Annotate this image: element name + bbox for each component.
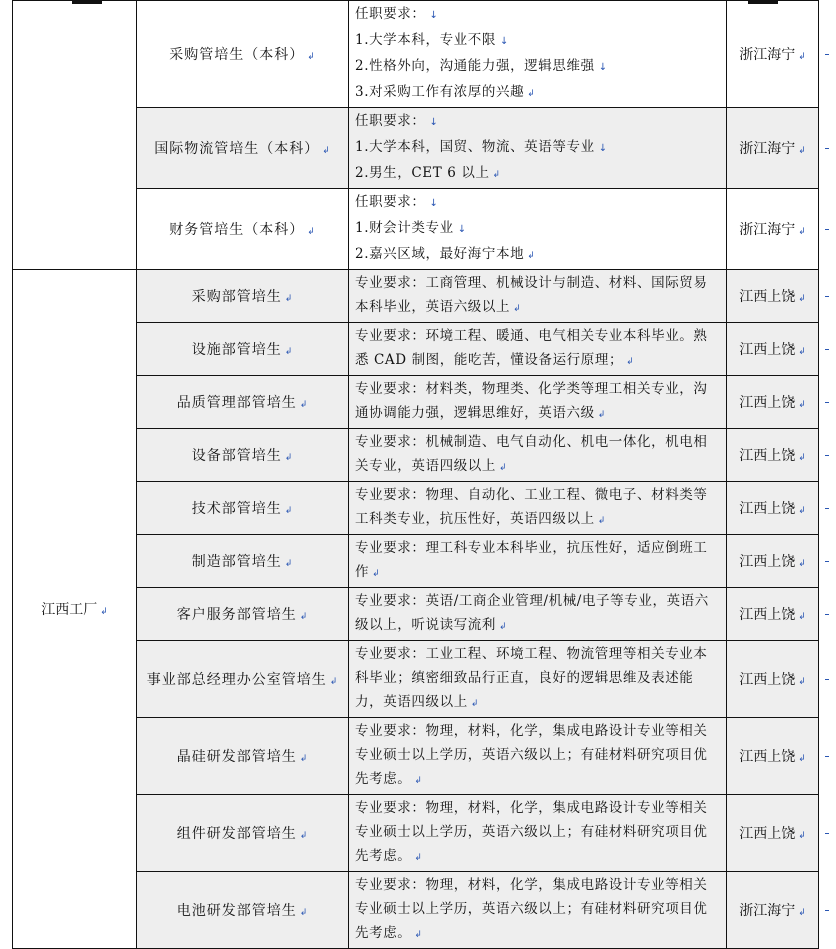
location-name: 江西上饶 <box>739 342 796 358</box>
location-name: 浙江海宁 <box>739 903 796 919</box>
paragraph-mark-icon: ↲ <box>798 227 806 237</box>
location-cell <box>727 108 819 189</box>
paragraph-mark-icon: ↲ <box>299 754 309 764</box>
position-name: 采购部管培生 <box>191 289 282 305</box>
requirement-text: 专业要求：理工科专业本科毕业，抗压性好，适应倒班工作 <box>355 540 708 580</box>
requirement-text: 专业要求：英语/工商企业管理/机械/电子等专业，英语六级以上，听说读写流利 <box>355 593 709 633</box>
requirements-cell <box>349 641 727 718</box>
position-cell <box>137 429 349 482</box>
position-name: 电池研发部管培生 <box>176 903 297 919</box>
location-name: 江西上饶 <box>739 448 796 464</box>
position-cell <box>137 189 349 270</box>
row-end-mark-icon <box>825 148 829 149</box>
location-name: 江西上饶 <box>739 501 796 517</box>
requirement-text: 3.对采购工作有浓厚的兴趣 <box>355 84 525 100</box>
requirement-text: 任职要求： <box>355 113 426 129</box>
line-break-arrow-icon: ↓ <box>429 198 439 209</box>
row-end-mark-icon <box>825 561 829 562</box>
requirements-cell <box>349 588 727 641</box>
paragraph-mark-icon: ↲ <box>284 347 294 357</box>
location-name: 江西上饶 <box>739 672 796 688</box>
requirement-line <box>355 2 720 28</box>
location-cell <box>727 641 819 718</box>
paragraph-mark-icon: ↲ <box>499 463 508 473</box>
paragraph-mark-icon: ↲ <box>527 251 536 261</box>
paragraph-mark-icon: ↲ <box>798 506 806 516</box>
paragraph-mark-icon: ↲ <box>798 754 806 764</box>
position-cell <box>137 482 349 535</box>
paragraph-mark-icon: ↲ <box>299 612 309 622</box>
requirements-cell <box>349 718 727 795</box>
paragraph-mark-icon: ↲ <box>527 89 536 99</box>
position-name: 财务管培生（本科） <box>169 222 305 238</box>
row-end-mark-icon <box>825 833 829 834</box>
row-end-mark-icon <box>825 296 829 297</box>
requirement-text: 专业要求：物理，材料，化学，集成电路设计专业等相关专业硕士以上学历，英语六级以上；有硅材料研究项目优先考虑。 <box>355 800 708 864</box>
requirement-text: 专业要求：工业工程、环境工程、物流管理等相关专业本科毕业；缜密细致品行正直，良好的逻辑思维及表述能力，英语四级以上 <box>355 646 708 710</box>
location-cell <box>727 718 819 795</box>
position-cell <box>137 376 349 429</box>
table-edge-cell <box>819 270 829 323</box>
paragraph-mark-icon: ↲ <box>626 357 635 367</box>
factory-name: 江西工厂 <box>41 602 98 618</box>
paragraph-mark-icon: ↲ <box>492 170 501 180</box>
location-name: 浙江海宁 <box>739 47 796 63</box>
table-edge-cell <box>819 872 829 949</box>
row-end-mark-icon <box>825 679 829 680</box>
job-table-body <box>13 1 829 949</box>
row-end-mark-icon <box>825 910 829 911</box>
location-name: 江西上饶 <box>739 289 796 305</box>
paragraph-mark-icon: ↲ <box>798 294 806 304</box>
requirement-line <box>355 109 720 135</box>
requirement-line <box>355 80 720 106</box>
paragraph-mark-icon: ↲ <box>470 699 479 709</box>
paragraph-mark-icon: ↲ <box>284 559 294 569</box>
requirement-text: 专业要求：物理，材料，化学，集成电路设计专业等相关专业硕士以上学历，英语六级以上；有硅材料研究项目优先考虑。 <box>355 877 708 941</box>
requirements-cell <box>349 108 727 189</box>
requirement-text: 2.嘉兴区域，最好海宁本地 <box>355 246 525 262</box>
location-name: 浙江海宁 <box>739 222 796 238</box>
row-end-mark-icon <box>825 349 829 350</box>
paragraph-mark-icon: ↲ <box>414 930 423 940</box>
location-name: 江西上饶 <box>739 554 796 570</box>
requirement-text: 2.男生，CET 6 以上 <box>355 165 490 181</box>
requirement-line <box>355 161 720 187</box>
table-edge-cell <box>819 189 829 270</box>
line-break-arrow-icon: ↓ <box>499 36 509 47</box>
job-table <box>12 0 829 949</box>
paragraph-mark-icon: ↲ <box>284 294 294 304</box>
position-cell <box>137 588 349 641</box>
requirement-line <box>355 216 720 242</box>
position-cell <box>137 641 349 718</box>
location-cell <box>727 1 819 108</box>
position-name: 组件研发部管培生 <box>176 826 297 842</box>
factory-cell <box>13 1 137 270</box>
table-edge-cell <box>819 1 829 108</box>
location-name: 江西上饶 <box>739 826 796 842</box>
paragraph-mark-icon: ↲ <box>307 227 316 237</box>
table-edge-cell <box>819 535 829 588</box>
position-name: 国际物流管培生（本科） <box>154 141 320 157</box>
position-cell <box>137 108 349 189</box>
paragraph-mark-icon: ↲ <box>798 146 806 156</box>
position-name: 晶硅研发部管培生 <box>176 749 297 765</box>
position-cell <box>137 535 349 588</box>
location-name: 江西上饶 <box>739 607 796 623</box>
paragraph-mark-icon: ↲ <box>597 410 606 420</box>
requirements-cell <box>349 376 727 429</box>
requirement-line <box>355 242 720 268</box>
paragraph-mark-icon: ↲ <box>284 453 294 463</box>
location-cell <box>727 323 819 376</box>
table-edge-cell <box>819 641 829 718</box>
row-end-mark-icon <box>825 455 829 456</box>
position-name: 技术部管培生 <box>191 501 282 517</box>
requirements-cell <box>349 189 727 270</box>
table-edge-cell <box>819 795 829 872</box>
paragraph-mark-icon: ↲ <box>284 506 294 516</box>
requirements-cell <box>349 429 727 482</box>
location-name: 浙江海宁 <box>739 141 796 157</box>
position-name: 事业部总经理办公室管培生 <box>146 672 327 688</box>
position-name: 品质管理部管培生 <box>176 395 297 411</box>
table-edge-cell <box>819 429 829 482</box>
table-edge-cell <box>819 482 829 535</box>
requirement-text: 1.大学本科，专业不限 <box>355 32 496 48</box>
requirements-cell <box>349 1 727 108</box>
paragraph-mark-icon: ↲ <box>597 516 606 526</box>
requirement-text: 任职要求： <box>355 6 426 22</box>
requirement-text: 1.大学本科，国贸、物流、英语等专业 <box>355 139 595 155</box>
table-row <box>13 270 829 323</box>
location-name: 江西上饶 <box>739 395 796 411</box>
paragraph-mark-icon: ↲ <box>798 559 806 569</box>
paragraph-mark-icon: ↲ <box>372 569 381 579</box>
row-end-mark-icon <box>825 508 829 509</box>
paragraph-mark-icon: ↲ <box>322 146 331 156</box>
row-end-mark-icon <box>825 756 829 757</box>
paragraph-mark-icon: ↲ <box>798 52 806 62</box>
requirement-line <box>355 28 720 54</box>
line-break-arrow-icon: ↓ <box>598 143 608 154</box>
position-name: 采购管培生（本科） <box>169 47 305 63</box>
table-edge-cell <box>819 108 829 189</box>
position-cell <box>137 1 349 108</box>
position-name: 客户服务部管培生 <box>176 607 297 623</box>
table-edge-cell <box>819 376 829 429</box>
line-break-arrow-icon: ↓ <box>429 10 439 21</box>
position-name: 设施部管培生 <box>191 342 282 358</box>
line-break-arrow-icon: ↓ <box>457 224 467 235</box>
paragraph-mark-icon: ↲ <box>798 612 806 622</box>
row-end-mark-icon <box>825 614 829 615</box>
location-cell <box>727 429 819 482</box>
requirement-text: 任职要求： <box>355 194 426 210</box>
requirement-text: 专业要求：环境工程、暖通、电气相关专业本科毕业。熟悉 CAD 制图，能吃苦，懂设备运行原理； <box>355 328 708 368</box>
position-cell <box>137 323 349 376</box>
table-row <box>13 1 829 108</box>
paragraph-mark-icon: ↲ <box>299 400 309 410</box>
paragraph-mark-icon: ↲ <box>798 453 806 463</box>
requirement-text: 专业要求：物理，材料，化学，集成电路设计专业等相关专业硕士以上学历，英语六级以上；有硅材料研究项目优先考虑。 <box>355 723 708 787</box>
row-end-mark-icon <box>825 402 829 403</box>
table-edge-cell <box>819 718 829 795</box>
row-end-mark-icon <box>825 54 829 55</box>
table-edge-cell <box>819 588 829 641</box>
table-edge-cell <box>819 323 829 376</box>
requirements-cell <box>349 270 727 323</box>
paragraph-mark-icon: ↲ <box>798 908 806 918</box>
requirement-line <box>355 54 720 80</box>
requirements-cell <box>349 872 727 949</box>
requirement-line <box>355 190 720 216</box>
row-end-mark-icon <box>825 229 829 230</box>
location-cell <box>727 482 819 535</box>
paragraph-mark-icon: ↲ <box>307 52 316 62</box>
position-name: 设备部管培生 <box>191 448 282 464</box>
position-cell <box>137 718 349 795</box>
requirements-cell <box>349 795 727 872</box>
requirements-cell <box>349 535 727 588</box>
requirements-cell <box>349 482 727 535</box>
location-cell <box>727 535 819 588</box>
location-cell <box>727 270 819 323</box>
paragraph-mark-icon: ↲ <box>798 831 806 841</box>
location-cell <box>727 189 819 270</box>
paragraph-mark-icon: ↲ <box>414 853 423 863</box>
requirement-text: 2.性格外向，沟通能力强，逻辑思维强 <box>355 58 595 74</box>
position-name: 制造部管培生 <box>191 554 282 570</box>
paragraph-mark-icon: ↲ <box>798 347 806 357</box>
paragraph-mark-icon: ↲ <box>798 677 806 687</box>
location-cell <box>727 795 819 872</box>
location-cell <box>727 872 819 949</box>
paragraph-mark-icon: ↲ <box>299 908 309 918</box>
requirement-line <box>355 135 720 161</box>
paragraph-mark-icon: ↲ <box>513 304 522 314</box>
location-name: 江西上饶 <box>739 749 796 765</box>
paragraph-mark-icon: ↲ <box>299 831 309 841</box>
paragraph-mark-icon: ↲ <box>329 677 339 687</box>
location-cell <box>727 588 819 641</box>
line-break-arrow-icon: ↓ <box>598 62 608 73</box>
paragraph-mark-icon: ↲ <box>798 400 806 410</box>
paragraph-mark-icon: ↲ <box>499 622 508 632</box>
position-cell <box>137 872 349 949</box>
requirement-text: 专业要求：工商管理、机械设计与制造、材料、国际贸易本科毕业，英语六级以上 <box>355 275 708 315</box>
requirements-cell <box>349 323 727 376</box>
paragraph-mark-icon: ↲ <box>414 776 423 786</box>
line-break-arrow-icon: ↓ <box>429 117 439 128</box>
factory-cell <box>13 270 137 949</box>
requirement-text: 专业要求：机械制造、电气自动化、机电一体化，机电相关专业，英语四级以上 <box>355 434 708 474</box>
paragraph-mark-icon: ↲ <box>100 607 108 617</box>
position-cell <box>137 795 349 872</box>
position-cell <box>137 270 349 323</box>
requirement-text: 专业要求：物理、自动化、工业工程、微电子、材料类等工科类专业，抗压性好，英语四级以上 <box>355 487 708 527</box>
requirement-text: 专业要求：材料类，物理类、化学类等理工相关专业，沟通协调能力强，逻辑思维好，英语六级 <box>355 381 708 421</box>
location-cell <box>727 376 819 429</box>
requirement-text: 1.财会计类专业 <box>355 220 454 236</box>
